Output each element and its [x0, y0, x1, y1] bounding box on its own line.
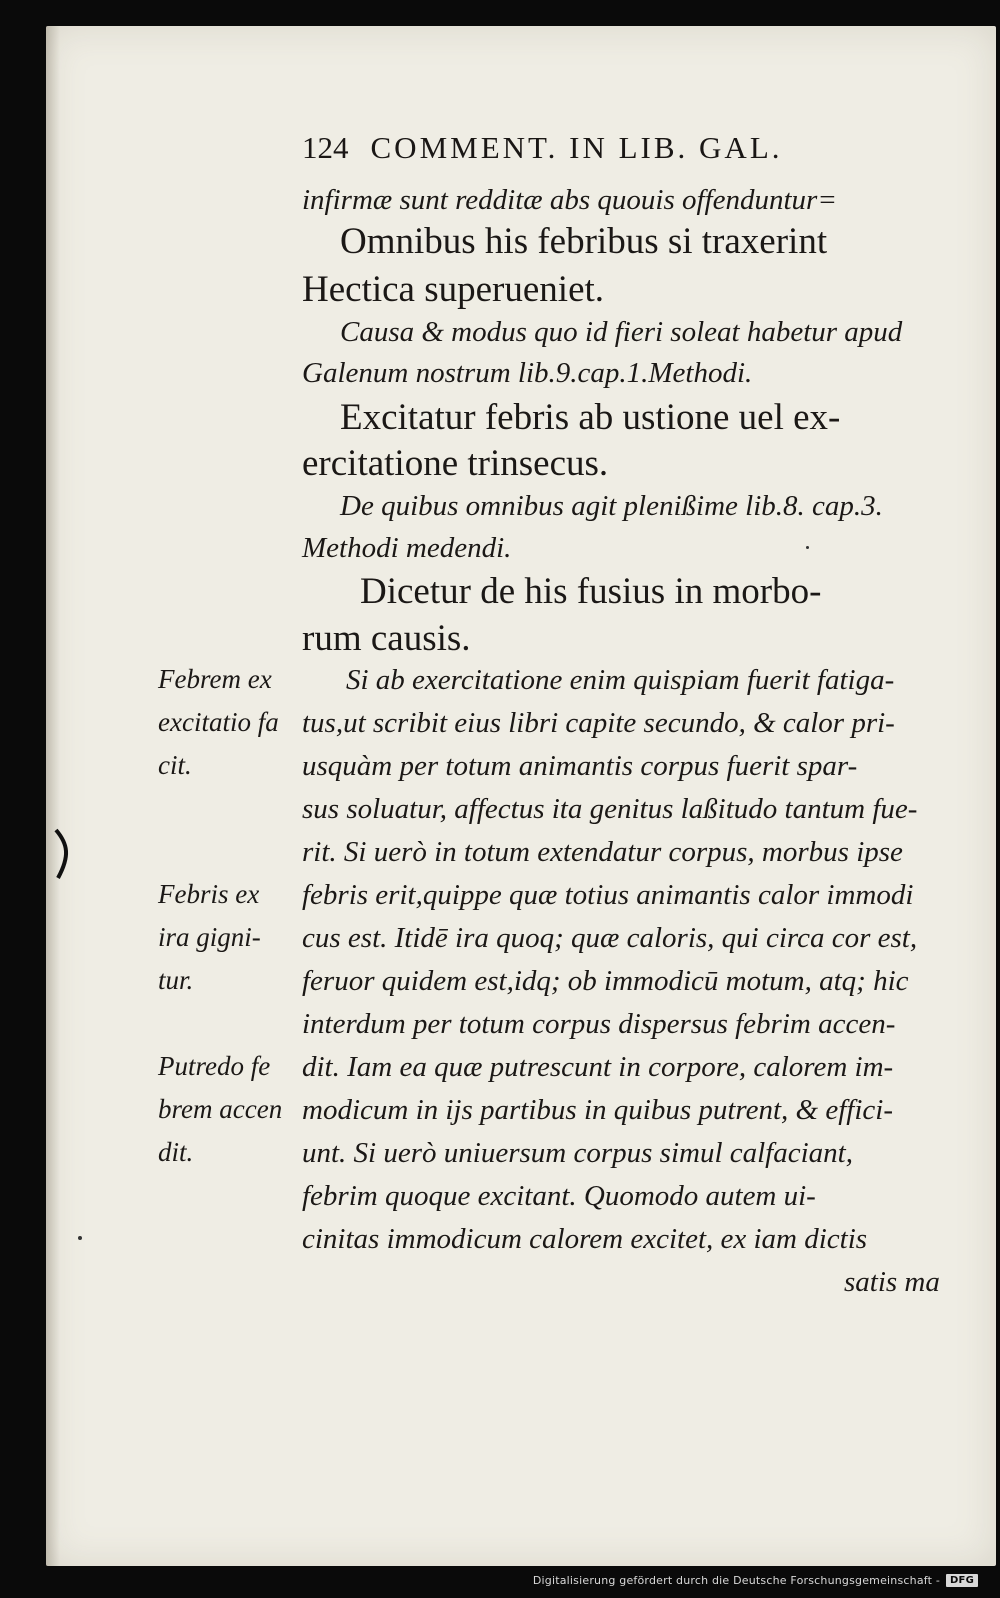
page-gutter-shadow [46, 26, 60, 1566]
body-line: De quibus omnibus agit plenißime lib.8. cap.3. [340, 490, 883, 522]
marginal-note-line: Febris ex [158, 879, 260, 909]
credit-text: Digitalisierung gefördert durch die Deutsche Forschungsgemeinschaft - [532, 1573, 941, 1587]
body-line: sus soluatur, affectus ita genitus laßitudo tantum fue- [302, 793, 918, 825]
body-line: Dicetur de his fusius in morbo- [360, 571, 822, 612]
page-number: 124 [302, 130, 349, 165]
marginal-note-line: ira gigni- [158, 922, 261, 952]
ink-speck [806, 546, 809, 549]
marginal-note-line: excitatio fa [158, 707, 279, 737]
running-title: COMMENT. IN LIB. GAL. [370, 130, 783, 165]
body-line: unt. Si uerò uniuersum corpus simul calfaciant, [302, 1137, 853, 1169]
body-line: feruor quidem est,idq; ob immodicū motum, atq; hic [302, 965, 909, 997]
body-line: Methodi medendi. [302, 532, 512, 564]
marginal-note-line: brem accen [158, 1094, 283, 1124]
body-line: tus,ut scribit eius libri capite secundo, & calor pri- [302, 707, 895, 739]
body-line: Galenum nostrum lib.9.cap.1.Methodi. [302, 357, 753, 389]
marginal-note-line: tur. [158, 965, 194, 995]
body-line: cus est. Itidē ira quoq; quæ caloris, qui circa cor est, [302, 922, 918, 954]
catchword: satis ma [844, 1266, 940, 1298]
body-line: Excitatur febris ab ustione uel ex- [340, 397, 841, 438]
book-page [46, 26, 996, 1566]
dfg-logo: DFG [946, 1574, 978, 1587]
marginal-note-line: Putredo fe [158, 1051, 271, 1081]
body-line: Omnibus his febribus si traxerint [340, 221, 828, 262]
body-line: modicum in ijs partibus in quibus putrent, & effici- [302, 1094, 893, 1126]
body-line: Si ab exercitatione enim quispiam fuerit fatiga- [346, 664, 895, 696]
body-line: Causa & modus quo id fieri soleat habetur apud [340, 316, 903, 348]
body-line: usquàm per totum animantis corpus fuerit spar- [302, 750, 858, 782]
marginal-note-line: cit. [158, 750, 192, 780]
body-line: cinitas immodicum calorem excitet, ex iam dictis [302, 1223, 868, 1255]
body-line: febris erit,quippe quæ totius animantis calor immodi [302, 879, 914, 911]
digitization-credit [533, 1570, 978, 1590]
body-line: febrim quoque excitant. Quomodo autem ui- [302, 1180, 816, 1212]
body-line: ercitatione trinsecus. [302, 443, 609, 484]
body-line: Hectica superueniet. [302, 269, 605, 310]
body-line: rit. Si uerò in totum extendatur corpus, morbus ipse [302, 836, 903, 868]
marginal-note-line: dit. [158, 1137, 194, 1167]
body-line: rum causis. [302, 618, 471, 659]
ink-speck [78, 1236, 82, 1240]
body-line: infirmæ sunt redditæ abs quouis offenduntur= [302, 184, 837, 216]
running-header [302, 130, 952, 166]
binding-mark-icon [50, 826, 76, 886]
body-line: interdum per totum corpus dispersus febrim accen- [302, 1008, 896, 1040]
body-line: dit. Iam ea quæ putrescunt in corpore, calorem im- [302, 1051, 894, 1083]
marginal-note-line: Febrem ex [158, 664, 272, 694]
